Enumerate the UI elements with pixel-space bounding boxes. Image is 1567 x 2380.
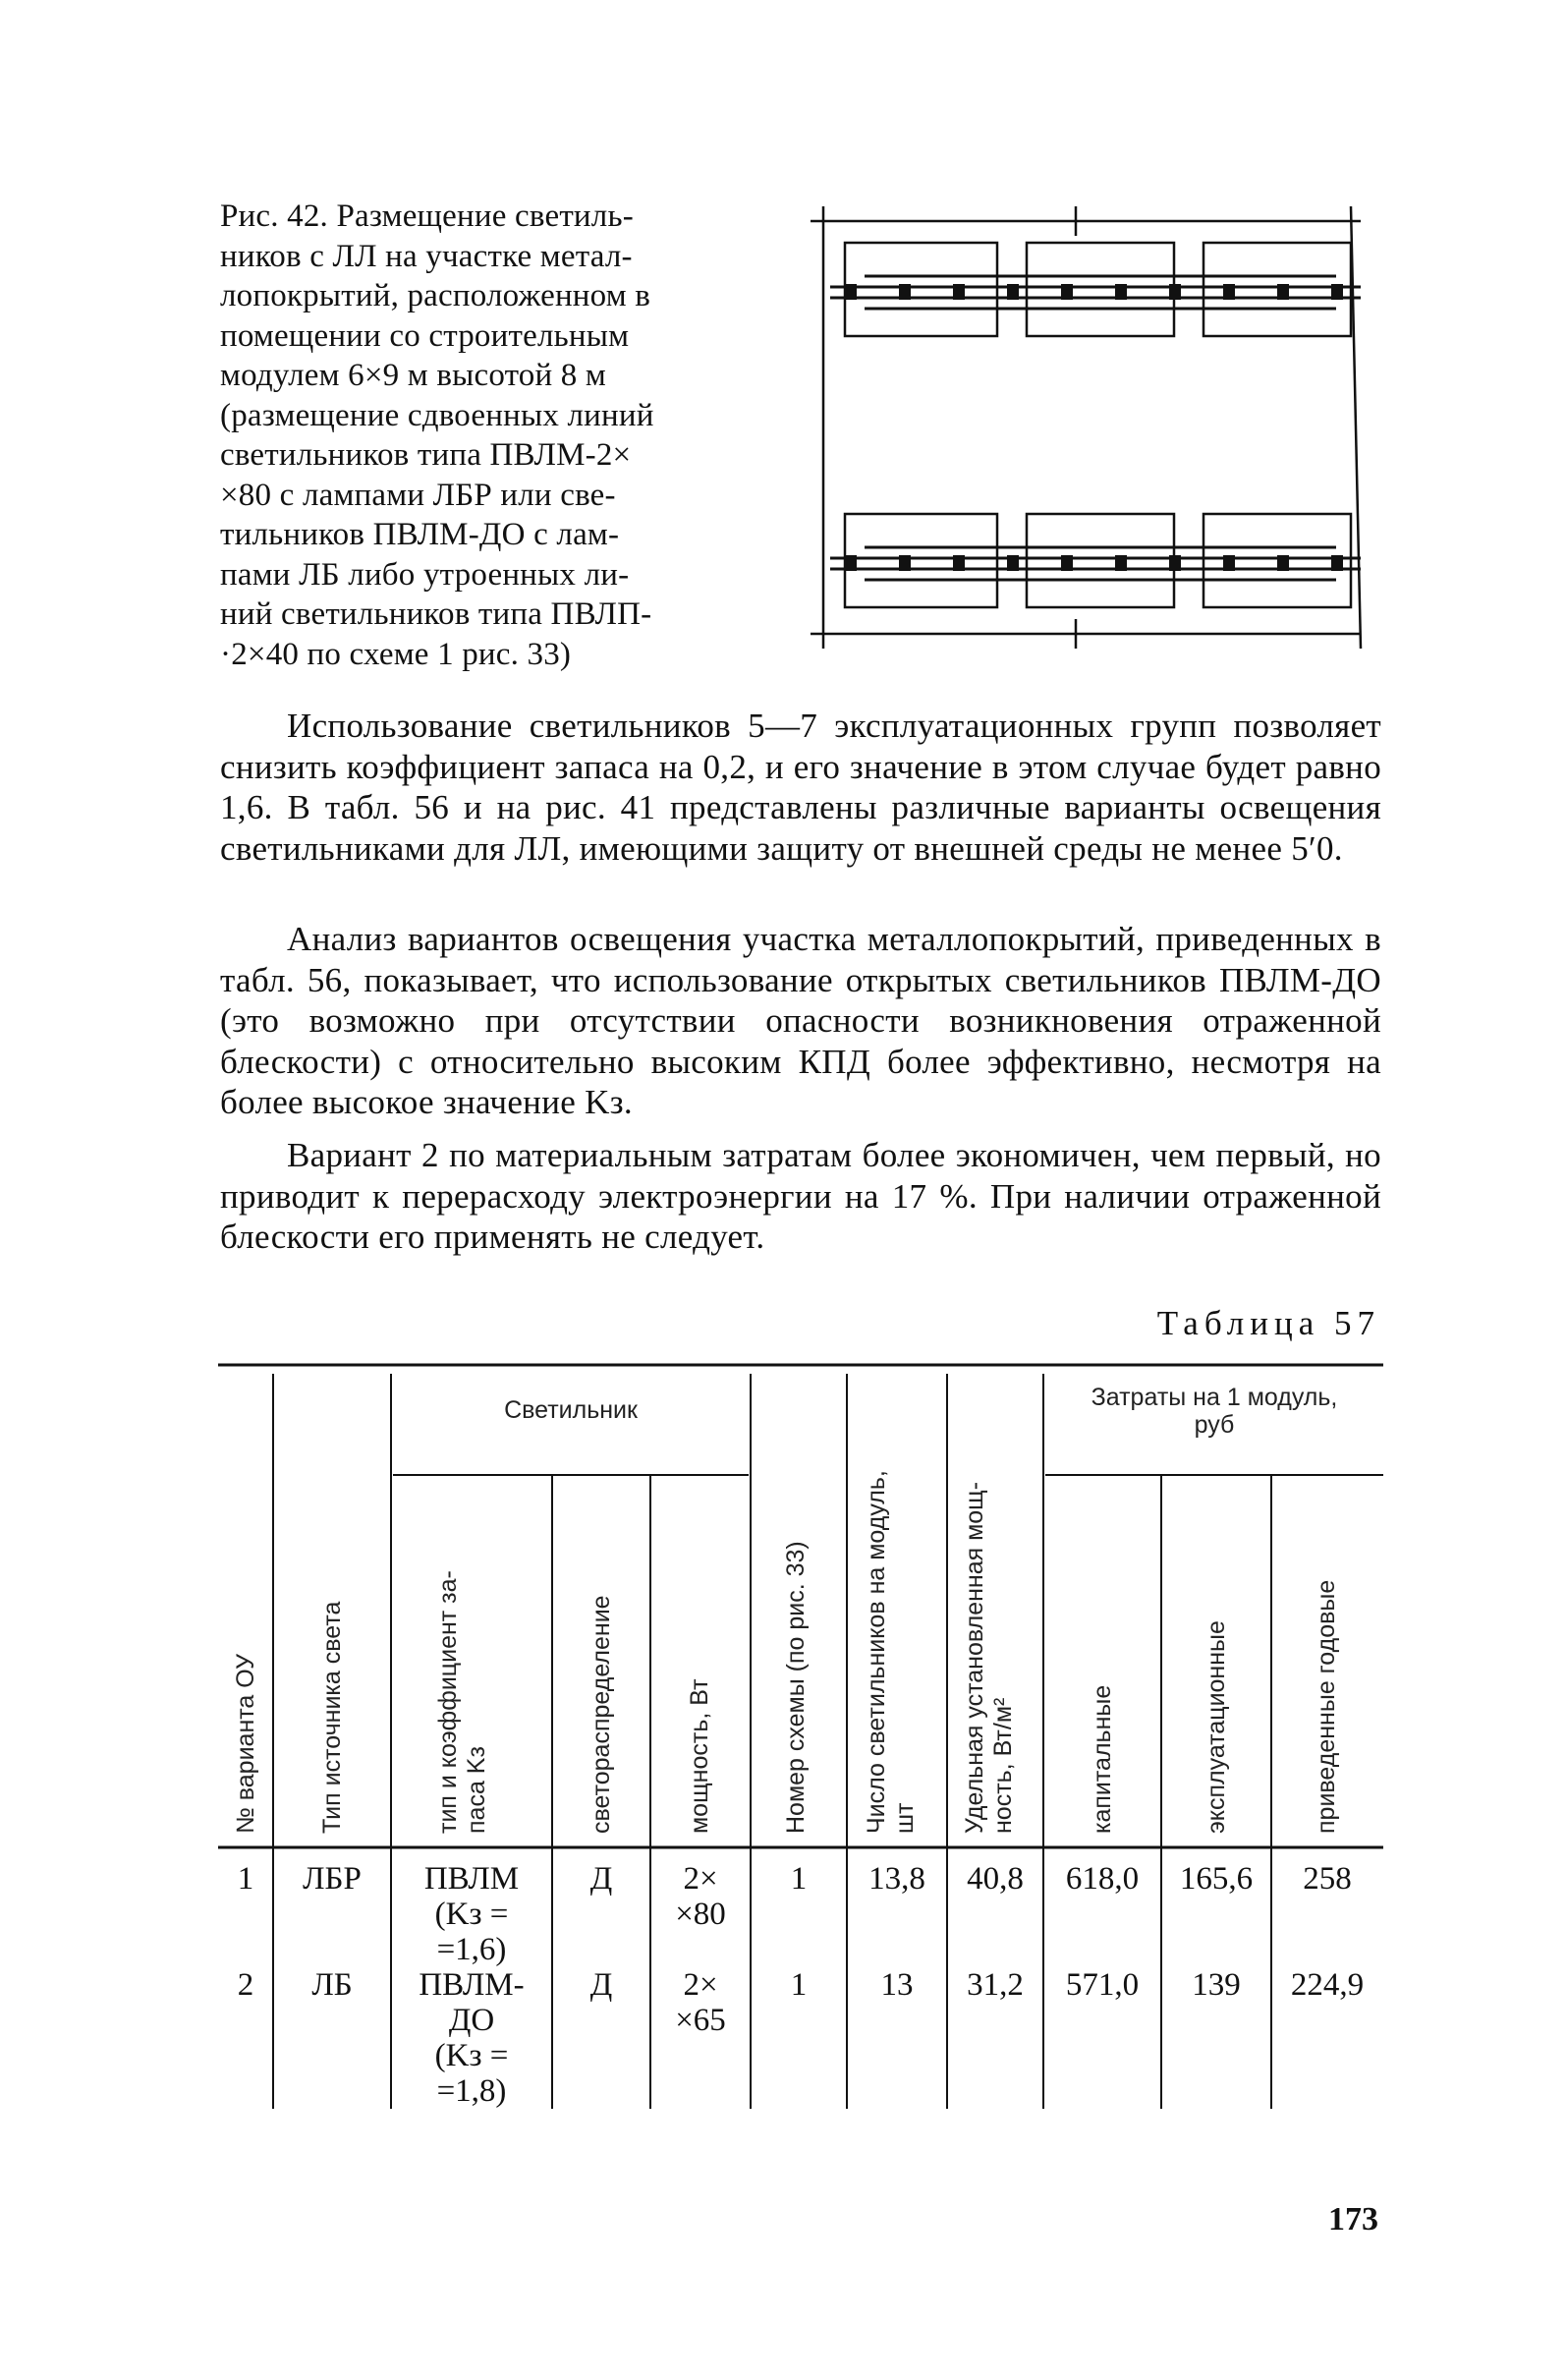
table-title: Таблица 57 [1156,1304,1380,1342]
header-count: Число светильников на модуль, шт [863,1470,919,1834]
paragraph-3 [220,1135,1381,1258]
paragraph-2-text: Анализ вариантов освещения участка металлопокрытий, приведенных в табл. 56, показывает, что использование открытых светильников ПВЛМ-ДО (это возможно при отсутствии опасности возникновения отраженной блескости) с относительно высоким КПД более эффективно, несмотря на более высокое значение Kз. [220,920,1381,1121]
row2-annual: 224,9 [1290,1967,1365,2003]
row2-capital: 571,0 [1065,1967,1140,2003]
paragraph-2 [220,919,1381,1123]
row2-variant: 2 [237,1967,254,2003]
group-header-costs: Затраты на 1 модуль, руб [1091,1384,1338,1439]
row2-count: 13 [880,1967,914,2003]
header-variant: № варианта ОУ [232,1653,259,1834]
paragraph-3-text: Вариант 2 по материальным затратам более экономичен, чем первый, но приводит к перерасходу электроэнергии на 17 %. При наличии отраженной блескости его применять не следует. [220,1136,1381,1256]
row1-scheme: 1 [790,1861,808,1897]
row2-type-k: ПВЛМ- ДО (Kз = =1,8) [419,1967,525,2109]
row1-type-k: ПВЛМ (Kз = =1,6) [423,1861,520,1967]
paragraph-1 [220,706,1381,869]
row2-power: 2× ×65 [675,1967,726,2038]
row1-capital: 618,0 [1065,1861,1140,1897]
row1-variant: 1 [237,1861,254,1897]
header-annual: приведенные годовые [1313,1579,1340,1834]
figure-caption [220,197,800,674]
figure-luminaire-layout [806,197,1380,658]
paragraph-1-text: Использование светильников 5—7 эксплуатационных групп позволяет снизить коэффициент запаса на 0,2, и его значение в этом случае будет равно 1,6. В табл. 56 и на рис. 41 представлены различные варианты освещения светильниками для ЛЛ, имеющими защиту от внешней среды не менее 5′0. [220,707,1381,868]
figure-caption-text: Рис. 42. Размещение светиль- ников с ЛЛ на участке метал- лопокрытий, расположенном в помещении со строительным модулем 6×9 м высотой 8 м (размещение сдвоенных линий светильников типа ПВЛМ-2× ×80 с лампами ЛБР или све- тильников ПВЛМ-ДО с лам- пами ЛБ либо утроенных ли- ний светильников типа ПВЛП- ·2×40 по схеме 1 рис. 33) [220,198,654,672]
page-number: 173 [1328,2201,1378,2238]
header-scheme: Номер схемы (по рис. 33) [782,1541,810,1834]
group-header-luminaire: Светильник [504,1396,638,1424]
row2-source: ЛБ [311,1967,353,2003]
row1-specific: 40,8 [967,1861,1024,1897]
header-specific: Удельная установленная мощ- ность, Вт/м² [961,1481,1017,1834]
row1-distribution: Д [589,1861,613,1897]
header-source: Тип источника света [318,1601,346,1834]
header-operating: эксплуатационные [1203,1620,1230,1834]
row2-operating: 139 [1192,1967,1241,2003]
row1-annual: 258 [1303,1861,1352,1897]
header-type-k: тип и коэффициент за- паса Kз [434,1570,490,1834]
row1-operating: 165,6 [1179,1861,1254,1897]
row1-source: ЛБР [303,1861,362,1897]
table-57 [218,1362,1383,2119]
row2-scheme: 1 [790,1967,808,2003]
header-capital: капитальные [1089,1684,1116,1834]
header-distribution: светораспределение [588,1595,615,1834]
row2-distribution: Д [589,1967,613,2003]
row2-specific: 31,2 [967,1967,1024,2003]
row1-count: 13,8 [868,1861,925,1897]
row1-power: 2× ×80 [675,1861,726,1932]
layout-diagram [806,197,1380,658]
header-power: мощность, Вт [686,1678,713,1834]
